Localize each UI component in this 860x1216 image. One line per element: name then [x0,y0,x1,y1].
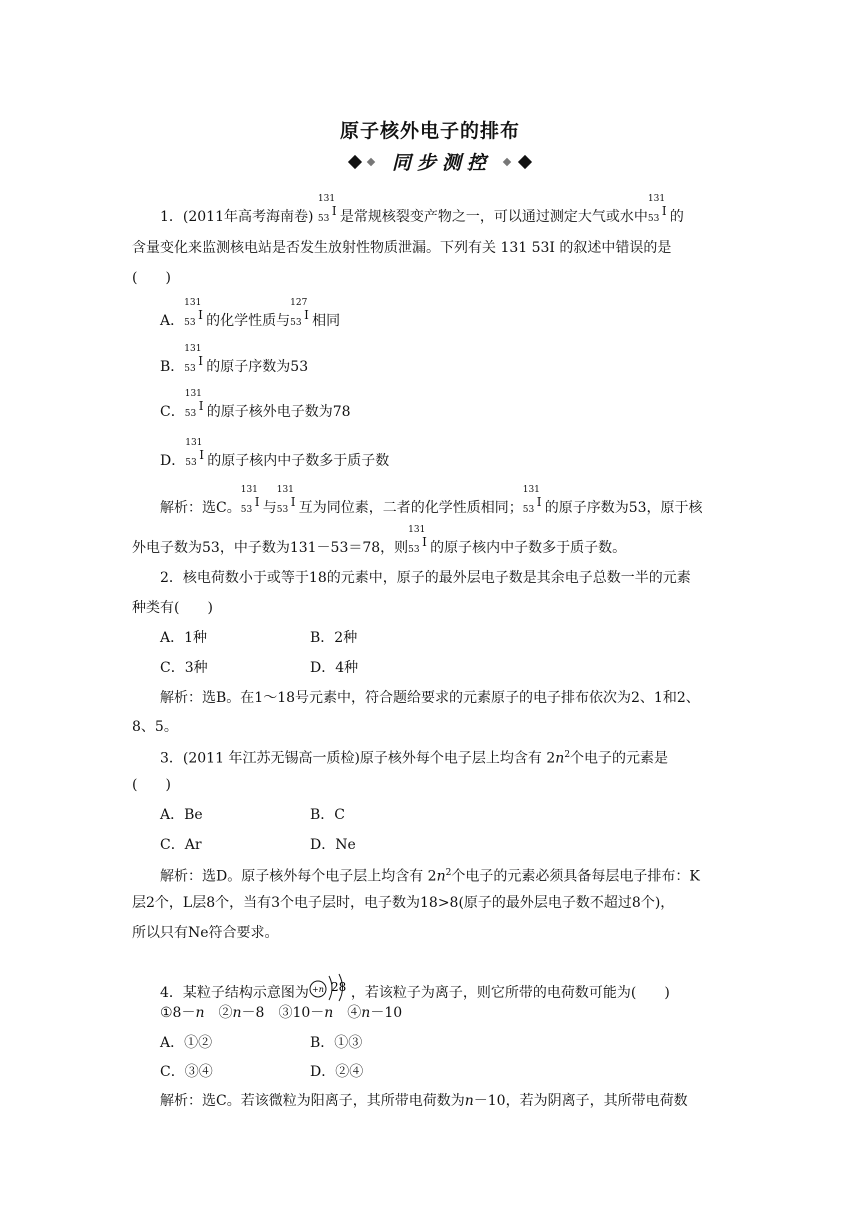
q2-answer-line1: 解析：选B。在1～18号元素中，符合题给要求的元素原子的电子排布依次为2、1和2、 [160,690,700,706]
page-title: 原子核外电子的排布 [339,120,520,142]
isotope-i131: 131 53 I [184,389,204,419]
atom-diagram-svg [309,972,351,1002]
q3-answer-line2: 层2个，L层8个，当有3个电子层时，电子数为18>8(原子的最外层电子数不超过8个)， [132,895,675,911]
q4-option-a: A．①② [160,1035,213,1051]
q2-line2: 种类有( ) [132,600,213,616]
q1-answer-line2: 外电子数为53，中子数为131－53＝78，则 131 53 I 的原子核内中子数多于质子数。 [132,525,627,556]
q3-line2: ( ) [132,777,171,793]
q3-answer-line1: 解析：选D。原子核外每个电子层上均含有 $2n^2$个电子的元素必须具备每层电子排布：K [160,868,700,885]
isotope-i131: 131 53 I [185,438,204,468]
q4-line1: 4．某粒子结构示意图为 +n 28 ，若该粒子为离子，则它所带的电荷数可能为( ) [160,972,670,1002]
q2-option-a: A．1种 [160,630,208,646]
isotope-i131: 131 53 I [317,194,337,224]
q3-option-d: D．Ne [310,837,356,853]
isotope-i127: 127 53 I [290,298,309,328]
q2-line1: 2．核电荷数小于或等于18的元素中，原子的最外层电子数是其余电子总数一半的元素 [160,570,691,586]
q4-option-c: C．③④ [160,1064,213,1080]
q3-option-b: B．C [310,807,345,823]
q3-option-c: C．Ar [160,837,202,853]
diamond-small-icon [367,158,375,166]
diamond-small-icon [503,158,511,166]
banner-text: 同步测控 [391,152,492,174]
q1-line3: ( ) [132,270,171,286]
q1-line2: 含量变化来监测核电站是否发生放射性物质泄漏。下列有关 131 53I 的叙述中错误的是 [132,240,672,256]
diamond-icon [518,155,532,169]
q3-option-a: A．Be [160,807,203,823]
q1-option-a: A． 131 53 I 的化学性质与 127 53 I 相同 [160,298,341,329]
section-banner [346,150,536,176]
q1-option-d: D． 131 53 I 的原子核内中子数多于质子数 [160,438,390,469]
isotope-i131: 131 53 I [184,298,203,328]
isotope-i131: 131 53 I [276,485,296,515]
isotope-i131: 131 53 I [647,194,667,224]
q2-option-d: D．4种 [310,660,359,676]
q2-option-c: C．3种 [160,660,208,676]
isotope-i131: 131 53 I [240,485,260,515]
isotope-i131: 131 53 I [408,525,427,555]
isotope-i131: 131 53 I [522,485,542,515]
atomic-structure-diagram [309,972,351,1002]
nucleus-label: +n [311,985,324,994]
q1-option-c: C． 131 53 I 的原子核外电子数为78 [160,389,351,420]
diamond-icon [348,155,362,169]
q1-option-b: B． 131 53 I 的原子序数为53 [160,344,309,375]
q4-charge-options: ①8－n ②n－8 ③10－n ④n－10 [160,1005,403,1021]
q1-line1: 1．(2011年高考海南卷) 131 53 I 是常规核裂变产物之一，可以通过测定大气或水中 131 53 I 的 [160,194,684,225]
q4-answer-line1: 解析：选C。若该微粒为阳离子，其所带电荷数为n－10，若为阴离子，其所带电荷数 [160,1093,688,1109]
isotope-i131: 131 53 I [184,344,204,374]
q4-option-d: D．②④ [310,1064,364,1080]
q4-option-b: B．①③ [310,1035,363,1051]
q1-answer-line1: 解析：选C。 131 53 I 与 131 53 I 互为同位素，二者的化学性质相同； 131 53 I 的原子序数为53，原于核 [160,485,703,516]
q3-line1: 3．(2011 年江苏无锡高一质检)原子核外每个电子层上均含有 $2n^2$个电子的元素是 [160,750,669,767]
q2-option-b: B．2种 [310,630,358,646]
shell-electron-counts: 28 [330,980,347,994]
q3-answer-line3: 所以只有Ne符合要求。 [132,925,279,941]
q2-answer-line2: 8、5。 [132,719,178,735]
